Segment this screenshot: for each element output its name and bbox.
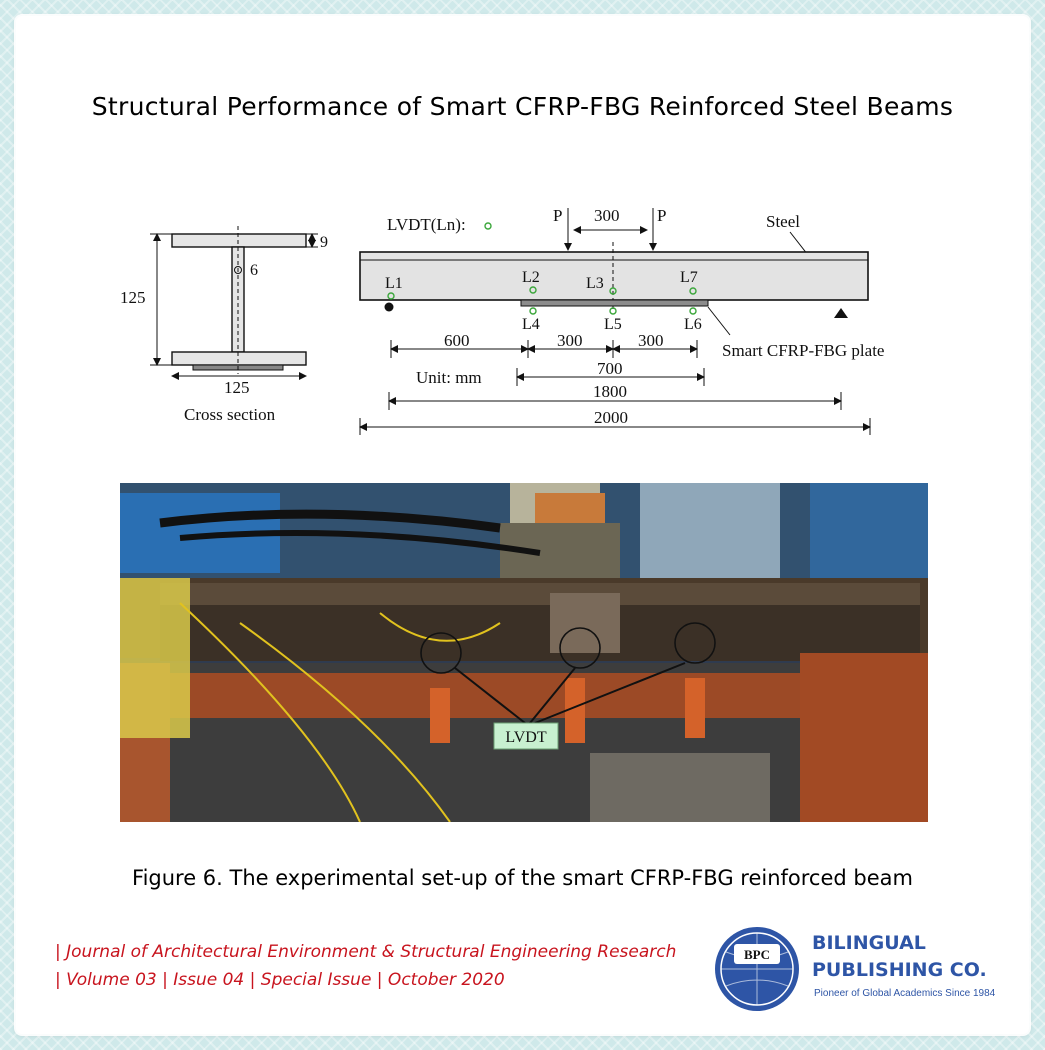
steel-beam [360, 252, 868, 300]
lab-photo [120, 483, 928, 822]
publisher-tagline: Pioneer of Global Academics Since 1984 [814, 988, 996, 999]
unit-label: Unit: mm [416, 368, 482, 387]
publisher-globe-icon [712, 924, 804, 1014]
dim-600-label: 600 [444, 331, 470, 350]
lvdt-legend-marker [485, 223, 491, 229]
journal-issue: | Volume 03 | Issue 04 | Special Issue | October 2020 [55, 970, 505, 990]
dim-700-label: 700 [597, 359, 623, 378]
dim-2000-label: 2000 [594, 408, 628, 427]
beam-setup-diagram [0, 190, 1045, 450]
publisher-logo [712, 924, 1012, 1014]
cfrp-fbg-plate [521, 300, 708, 306]
cross-section-caption: Cross section [184, 405, 276, 424]
section-height-label: 125 [120, 288, 146, 307]
section-width-label: 125 [224, 378, 250, 397]
sensor-label-l4: L4 [522, 316, 540, 333]
load-spacing-label: 300 [594, 206, 620, 225]
sensor-label-l2: L2 [522, 269, 540, 286]
lvdt-photo-label: LVDT [505, 729, 547, 746]
plate-label: Smart CFRP-FBG plate [722, 341, 885, 360]
journal-info [55, 938, 676, 994]
steel-label: Steel [766, 212, 800, 231]
web-thickness-label: 6 [250, 262, 258, 279]
load-left-label: P [553, 206, 563, 225]
beam-elevation [360, 206, 884, 435]
cross-section [120, 226, 328, 424]
sensor-label-l7: L7 [680, 269, 698, 286]
sensor-label-l1: L1 [385, 275, 403, 292]
dim-300a-label: 300 [557, 331, 583, 350]
publisher-name: BILINGUAL PUBLISHING CO. [812, 932, 987, 981]
sensor-label-l6: L6 [684, 316, 702, 333]
pin-support [385, 303, 394, 312]
dim-300b-label: 300 [638, 331, 664, 350]
sensor-label-l5: L5 [604, 316, 622, 333]
sensor-label-l3: L3 [586, 275, 604, 292]
figure-caption: Figure 6. The experimental set-up of the smart CFRP-FBG reinforced beam [132, 866, 913, 890]
page-title: Structural Performance of Smart CFRP-FBG Reinforced Steel Beams [91, 92, 954, 121]
dim-1800-label: 1800 [593, 382, 627, 401]
publisher-badge: BPC [744, 947, 770, 962]
lvdt-legend-label: LVDT(Ln): [387, 215, 466, 234]
load-right-label: P [657, 206, 667, 225]
journal-name: | Journal of Architectural Environment & Structural Engineering Research [55, 942, 677, 962]
roller-support [834, 308, 848, 318]
flange-thickness-label: 9 [320, 234, 328, 251]
